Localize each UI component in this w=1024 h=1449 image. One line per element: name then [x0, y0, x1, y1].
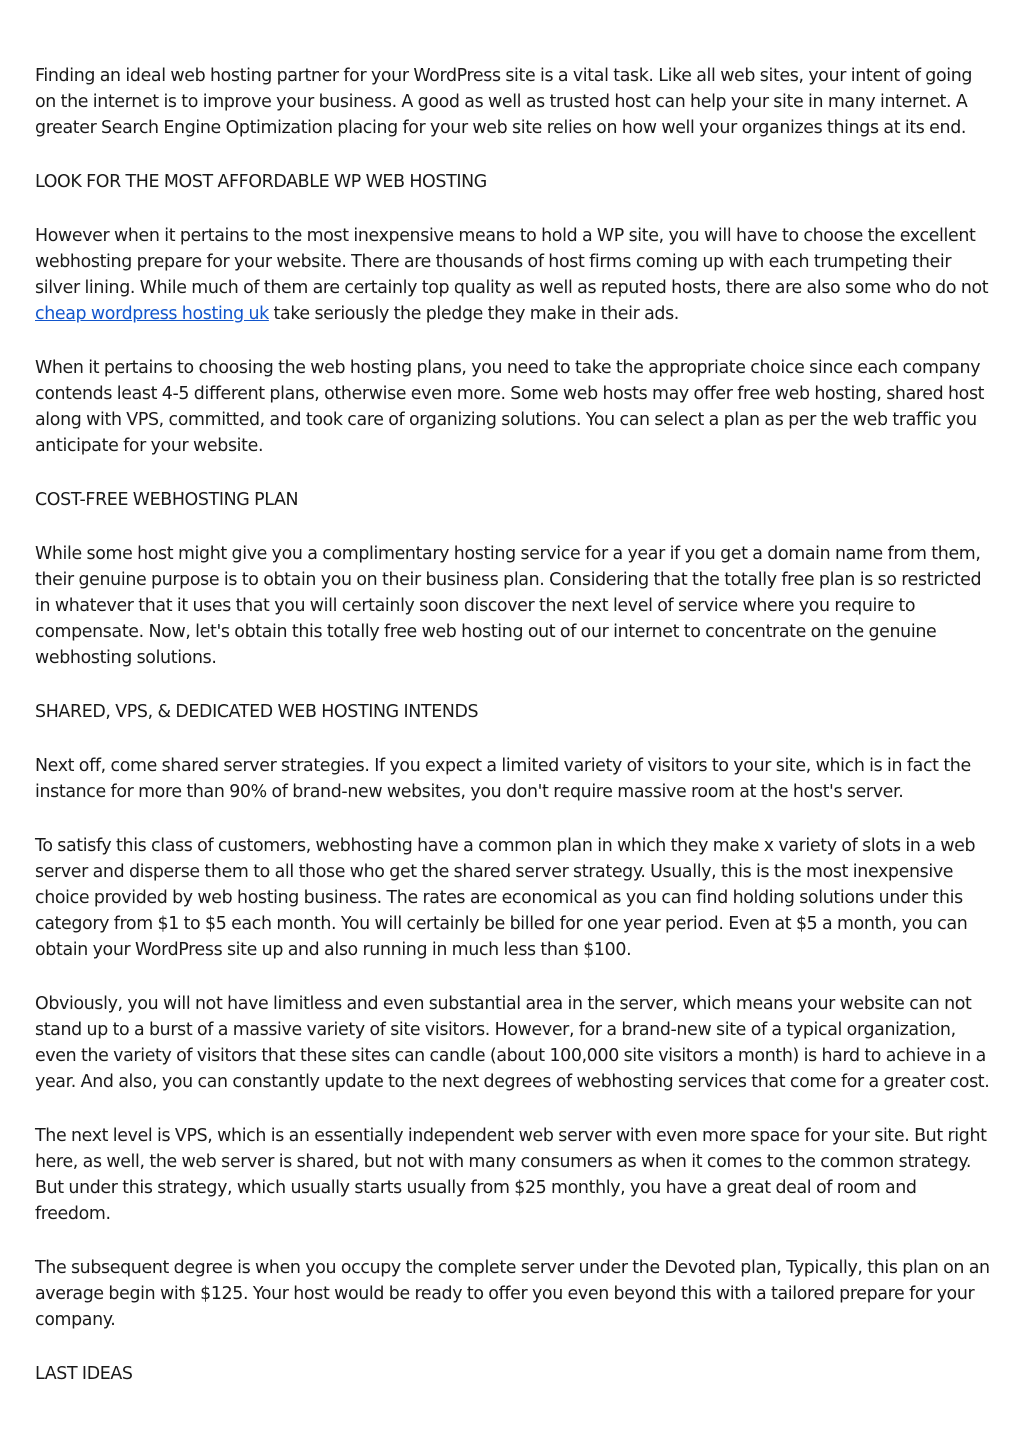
- paragraph-shared-limits: Obviously, you will not have limitless and even substantial area in the server, which means your website can not stand up to a burst of a massive variety of site visitors. However, for a brand-new site of a typical organization, even the variety of visitors that these sites can candle (about 100,000 site visitors a month) is hard to achieve in a year. And also, you can constantly update to the next degrees of webhosting services that come for a greater cost.: [35, 994, 990, 1092]
- section-heading-shared-vps-dedicated: SHARED, VPS, & DEDICATED WEB HOSTING INTENDS: [35, 702, 479, 722]
- paragraph-choosing-host: [35, 223, 995, 327]
- article-body: [35, 63, 995, 1415]
- paragraph-vps: The next level is VPS, which is an essentially independent web server with even more space for your site. But right here, as well, the web server is shared, but not with many consumers as when it comes to the common strategy. But under this strategy, which usually starts usually from $25 monthly, you have a great deal of room and freedom.: [35, 1126, 987, 1224]
- intro-paragraph: Finding an ideal web hosting partner for your WordPress site is a vital task. Like all web sites, your intent of going on the internet is to improve your business. A good as well as trusted host can help your site in many internet. A greater Search Engine Optimization placing for your web site relies on how well your organizes things at its end.: [35, 66, 973, 138]
- paragraph-free-plan: While some host might give you a complimentary hosting service for a year if you get a domain name from them, their genuine purpose is to obtain you on their business plan. Considering that the totally free plan is so restricted in whatever that it uses that you will certainly soon discover the next level of service where you require to compensate. Now, let's obtain this totally free web hosting out of our internet to concentrate on the genuine webhosting solutions.: [35, 544, 982, 668]
- section-heading-affordable: LOOK FOR THE MOST AFFORDABLE WP WEB HOSTING: [35, 172, 487, 192]
- section-heading-free-plan: COST-FREE WEBHOSTING PLAN: [35, 490, 299, 510]
- cheap-wordpress-hosting-link[interactable]: cheap wordpress hosting uk: [35, 304, 269, 324]
- paragraph-shared-intro: Next off, come shared server strategies. If you expect a limited variety of visitors to your site, which is in fact the instance for more than 90% of brand-new websites, you don't require massive room at the host's server.: [35, 756, 971, 802]
- paragraph-dedicated: The subsequent degree is when you occupy the complete server under the Devoted plan, Typically, this plan on an average begin with $125. Your host would be ready to offer you even beyond this with a tailored prepare for your company.: [35, 1258, 990, 1330]
- paragraph-hosting-plans: When it pertains to choosing the web hosting plans, you need to take the appropriate choice since each company contends least 4-5 different plans, otherwise even more. Some web hosts may offer free web hosting, shared host along with VPS, committed, and took care of organizing solutions. You can select a plan as per the web traffic you anticipate for your website.: [35, 358, 985, 456]
- paragraph-shared-plan: To satisfy this class of customers, webhosting have a common plan in which they make x variety of slots in a web server and disperse them to all those who get the shared server strategy. Usually, this is the most inexpensive choice provided by web hosting business. The rates are economical as you can find holding solutions under this category from $1 to $5 each month. You will certainly be billed for one year period. Even at $5 a month, you can obtain your WordPress site up and also running in much less than $100.: [35, 836, 976, 960]
- paragraph-text: However when it pertains to the most inexpensive means to hold a WP site, you will have to choose the excellent webhosting prepare for your website. There are thousands of host firms coming up with each trumpeting their silver lining. While much of them are certainly top quality as well as reputed hosts, there are also some who do not: [35, 226, 989, 298]
- paragraph-text: take seriously the pledge they make in their ads.: [268, 304, 679, 324]
- section-heading-last-ideas: LAST IDEAS: [35, 1364, 133, 1384]
